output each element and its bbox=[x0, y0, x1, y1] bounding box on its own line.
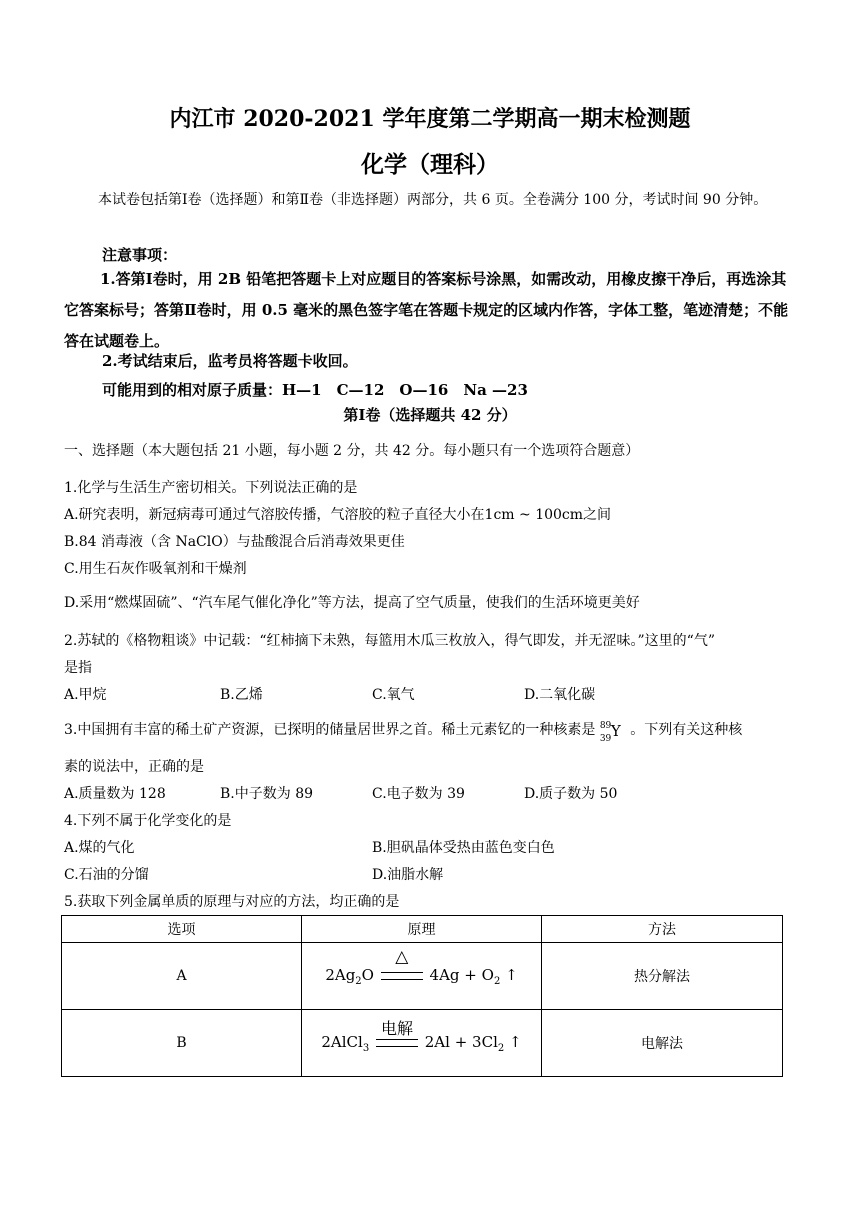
row-a-equation-cell bbox=[302, 943, 542, 1010]
row-a-method: 热分解法 bbox=[542, 943, 783, 1010]
exam-subtitle: 化学（理科） bbox=[361, 151, 499, 178]
q2-option-d: D.二氧化碳 bbox=[524, 687, 596, 703]
electrolysis-condition: 电解 bbox=[380, 1018, 413, 1038]
equals-sign bbox=[376, 1018, 418, 1047]
q1-stem: 1.化学与生活生产密切相关。下列说法正确的是 bbox=[64, 480, 358, 496]
intro-paragraph: 本试卷包括第Ⅰ卷（选择题）和第Ⅱ卷（非选择题）两部分，共 6 页。全卷满分 100 分，考试时间 90 分钟。 bbox=[98, 192, 768, 208]
notice-item-2: 2.考试结束后，监考员将答题卡收回。 bbox=[102, 352, 358, 370]
header-principle: 原理 bbox=[302, 916, 542, 943]
q2-option-c: C.氧气 bbox=[372, 687, 415, 703]
yttrium-nuclide bbox=[599, 720, 626, 744]
equals-sign bbox=[381, 946, 423, 980]
exam-title: 内江市 2020-2021 学年度第二学期高一期末检测题 bbox=[169, 106, 691, 132]
table-row bbox=[62, 1010, 783, 1077]
q3-option-a: A.质量数为 128 bbox=[64, 786, 166, 802]
table-row bbox=[62, 943, 783, 1010]
q3-stem-line2: 素的说法中，正确的是 bbox=[64, 759, 204, 775]
header-option: 选项 bbox=[62, 916, 302, 943]
q4-option-a: A.煤的气化 bbox=[64, 840, 135, 856]
q1-option-d: D.采用“燃煤固硫”、“汽车尾气催化净化”等方法，提高了空气质量，使我们的生活环境更美好 bbox=[64, 595, 640, 611]
nuclide-mass-number: 89 bbox=[599, 721, 612, 731]
gas-arrow: ↑ bbox=[505, 965, 518, 984]
gas-arrow: ↑ bbox=[509, 1032, 522, 1051]
row-b-equation-cell bbox=[302, 1010, 542, 1077]
q3-option-b: B.中子数为 89 bbox=[220, 786, 314, 802]
q2-stem-line2: 是指 bbox=[64, 660, 92, 676]
q1-option-b: B.84 消毒液（含 NaClO）与盐酸混合后消毒效果更佳 bbox=[64, 534, 405, 550]
q4-stem: 4.下列不属于化学变化的是 bbox=[64, 813, 232, 829]
section-1-instructions: 一、选择题（本大题包括 21 小题，每小题 2 分，共 42 分。每小题只有一个选项符合题意） bbox=[64, 443, 640, 459]
row-b-method: 电解法 bbox=[542, 1010, 783, 1077]
nuclide-atomic-number: 39 bbox=[599, 734, 612, 744]
row-b-option: B bbox=[62, 1010, 302, 1077]
q5-stem: 5.获取下列金属单质的原理与对应的方法，均正确的是 bbox=[64, 894, 400, 910]
q2-option-b: B.乙烯 bbox=[220, 687, 263, 703]
q3-stem-line1 bbox=[64, 720, 743, 744]
row-a-option: A bbox=[62, 943, 302, 1010]
q1-option-a: A.研究表明，新冠病毒可通过气溶胶传播，气溶胶的粒子直径大小在1cm ~ 100cm之间 bbox=[64, 507, 612, 523]
q5-options-table bbox=[61, 915, 783, 1077]
section-1-title: 第Ⅰ卷（选择题共 42 分） bbox=[343, 406, 517, 424]
q4-option-b: B.胆矾晶体受热由蓝色变白色 bbox=[372, 840, 555, 856]
notice-heading: 注意事项： bbox=[102, 246, 178, 264]
notice-item-1: 1.答第Ⅰ卷时，用 2B 铅笔把答题卡上对应题目的答案标号涂黑，如需改动，用橡皮擦干净后，再选涂其它答案标号；答第Ⅱ卷时，用 0.5 毫米的黑色签字笔在答题卡规定的区域内作答，字体工整，笔迹清楚；不能答在试题卷上。 bbox=[64, 270, 789, 350]
q3-option-d: D.质子数为 50 bbox=[524, 786, 618, 802]
q2-option-a: A.甲烷 bbox=[64, 687, 107, 703]
header-method: 方法 bbox=[542, 916, 783, 943]
nuclide-symbol: Y bbox=[610, 722, 621, 740]
table-header-row bbox=[62, 916, 783, 943]
q4-option-d: D.油脂水解 bbox=[372, 867, 444, 883]
equation-b: 2AlCl$_3$ 电解 $2Al + 3Cl_2$ ↑ bbox=[321, 1033, 521, 1054]
equation-a: $2Ag_2O$ △ $4Ag + O_2$ ↑ bbox=[325, 946, 518, 987]
q4-option-c: C.石油的分馏 bbox=[64, 867, 149, 883]
q3-stem-part2: 。下列有关这种核 bbox=[630, 722, 743, 738]
heat-condition: △ bbox=[395, 946, 409, 967]
q2-stem-line1: 2.苏轼的《格物粗谈》中记载：“红柿摘下未熟，每篮用木瓜三枚放入，得气即发，并无涩味。”这里的“气” bbox=[64, 633, 715, 649]
q1-option-c: C.用生石灰作吸氧剂和干燥剂 bbox=[64, 561, 247, 577]
atomic-mass-line: 可能用到的相对原子质量：H—1 C—12 O—16 Na —23 bbox=[102, 381, 528, 399]
q3-option-c: C.电子数为 39 bbox=[372, 786, 465, 802]
q3-stem-part1: 3.中国拥有丰富的稀土矿产资源，已探明的储量居世界之首。稀土元素钇的一种核素是 bbox=[64, 722, 596, 738]
